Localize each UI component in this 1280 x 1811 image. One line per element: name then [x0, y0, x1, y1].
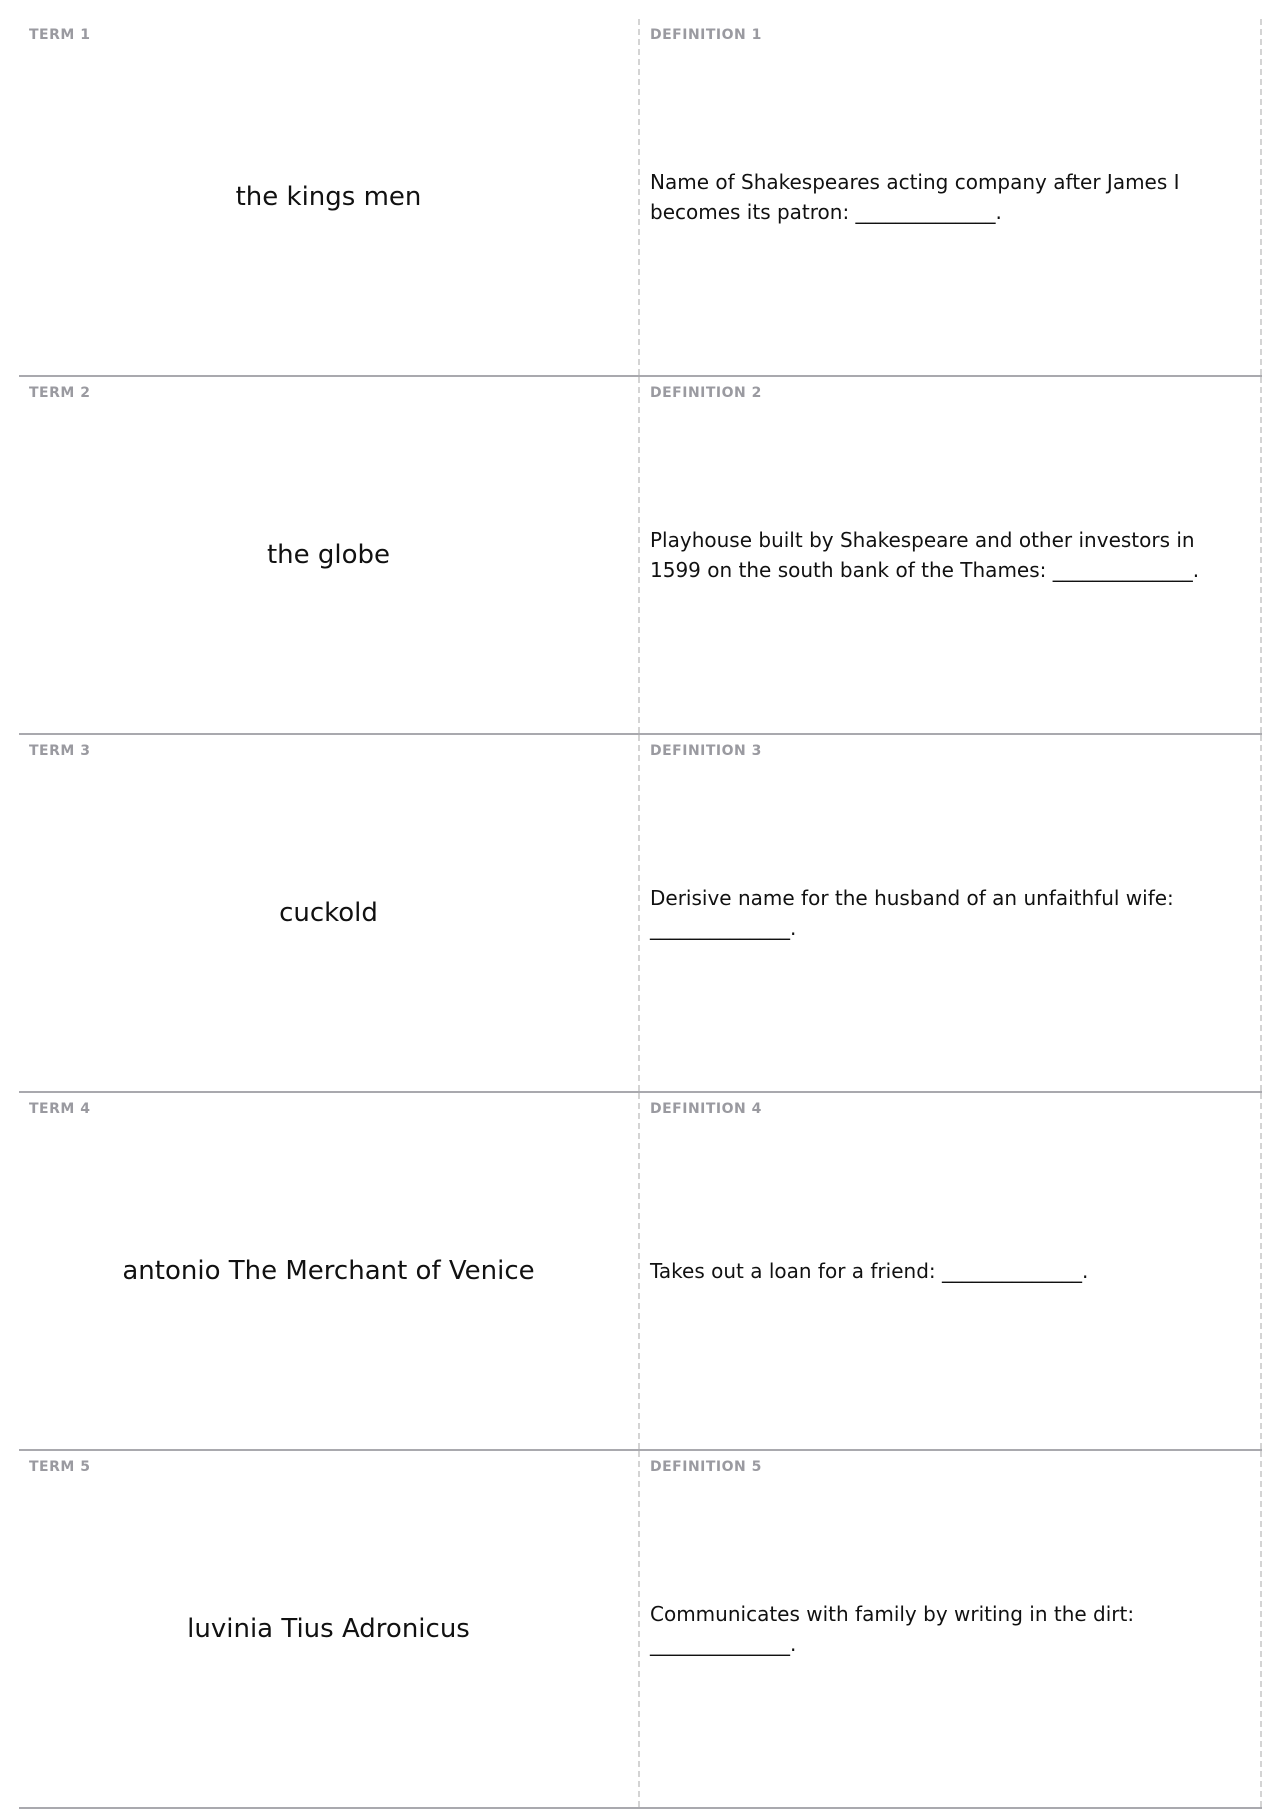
- term-label: TERM 2: [29, 385, 91, 401]
- definition-label: DEFINITION 3: [650, 743, 762, 759]
- flashcard-row: [19, 19, 1262, 377]
- term-label: TERM 1: [29, 27, 91, 43]
- term-cell: [19, 19, 640, 375]
- definition-cell: [640, 1451, 1262, 1807]
- definition-cell: [640, 19, 1262, 375]
- definition-label: DEFINITION 1: [650, 27, 762, 43]
- term-text: antonio The Merchant of Venice: [122, 1256, 535, 1286]
- definition-cell: [640, 377, 1262, 733]
- definition-text: Takes out a loan for a friend: ______________.: [650, 1259, 1089, 1283]
- term-cell: [19, 735, 640, 1091]
- term-cell: [19, 1093, 640, 1449]
- definition-label: DEFINITION 4: [650, 1101, 762, 1117]
- definition-label: DEFINITION 5: [650, 1459, 762, 1475]
- definition-text: Derisive name for the husband of an unfaithful wife: ______________.: [650, 886, 1174, 940]
- term-label: TERM 5: [29, 1459, 91, 1475]
- term-cell: [19, 377, 640, 733]
- flashcard-row: [19, 735, 1262, 1093]
- definition-text: Communicates with family by writing in the dirt: ______________.: [650, 1602, 1135, 1656]
- term-text: luvinia Tius Adronicus: [187, 1614, 470, 1644]
- term-cell: [19, 1451, 640, 1807]
- definition-text: Name of Shakespeares acting company after James I becomes its patron: ______________.: [650, 170, 1180, 224]
- definition-cell: [640, 735, 1262, 1091]
- definition-cell: [640, 1093, 1262, 1449]
- term-text: the globe: [266, 540, 391, 570]
- flashcard-row: [19, 1093, 1262, 1451]
- definition-label: DEFINITION 2: [650, 385, 762, 401]
- term-label: TERM 3: [29, 743, 91, 759]
- flashcard-row: [19, 1451, 1262, 1809]
- flashcard-sheet: [19, 19, 1262, 1809]
- definition-text: Playhouse built by Shakespeare and other investors in 1599 on the south bank of the Thames: ______________.: [650, 528, 1200, 582]
- flashcard-row: [19, 377, 1262, 735]
- term-text: cuckold: [279, 898, 378, 928]
- term-text: the kings men: [235, 182, 422, 212]
- term-label: TERM 4: [29, 1101, 91, 1117]
